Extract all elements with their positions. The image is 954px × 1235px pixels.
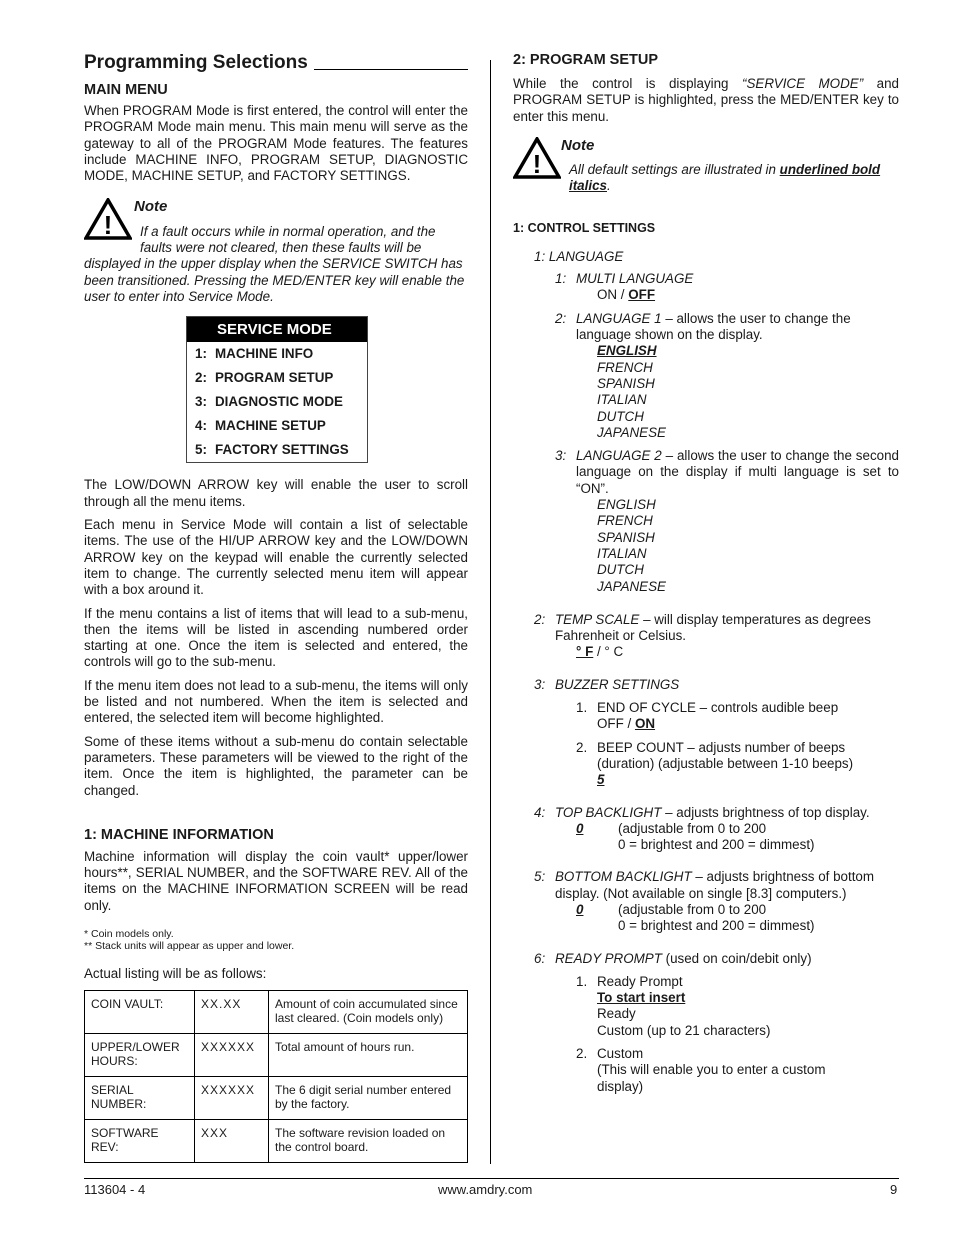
menu-item-factory-settings[interactable]: 5: FACTORY SETTINGS: [195, 442, 349, 458]
bottom-backlight-item: 5: BOTTOM BACKLIGHT – adjusts brightness of bottom display. (Not available on single [8.3] computers.) 0 (adjustable from 0 to 200 0 = brightest and 200 = dimmest): [534, 869, 875, 934]
right-column: [513, 52, 899, 1095]
note-line-1: If a fault occurs while in normal operation, and the: [140, 224, 436, 240]
table-cell: XX.XX: [195, 991, 269, 1034]
language-2-item: 3: LANGUAGE 2 – allows the user to change the second language on the display if multi language is set to “ON”. ENGLISH FRENCH SPANISH ITALIAN DUTCH JAPANESE: [555, 448, 899, 594]
temp-scale-item: 2: TEMP SCALE – will display temperatures as degrees Fahrenheit or Celsius. ° F / ° C: [534, 611, 871, 660]
doc-number: 113604 - 4: [84, 1182, 146, 1197]
end-of-cycle-item: 1. END OF CYCLE – controls audible beep OFF / ON: [576, 700, 839, 732]
website-link[interactable]: www.amdry.com: [438, 1182, 533, 1197]
table-cell: The 6 digit serial number entered by the factory.: [269, 1077, 468, 1120]
defaults-note: [513, 137, 899, 195]
menu-item-machine-setup[interactable]: 4: MACHINE SETUP: [195, 418, 326, 434]
note-title: Note: [134, 198, 168, 216]
main-menu-heading: MAIN MENU: [84, 82, 168, 98]
svg-text:!: !: [532, 148, 542, 179]
page-number: 9: [890, 1182, 898, 1197]
language-option: DUTCH: [597, 408, 644, 424]
language-option: ITALIAN: [597, 545, 647, 561]
listing-intro: Actual listing will be as follows:: [84, 966, 267, 982]
table-cell: XXXXXX: [195, 1034, 269, 1077]
table-cell: COIN VAULT:: [85, 991, 195, 1034]
warning-icon: [513, 137, 561, 179]
menu-item-diagnostic-mode[interactable]: 3: DIAGNOSTIC MODE: [195, 394, 343, 410]
machine-info-heading: 1: MACHINE INFORMATION: [84, 826, 274, 843]
language-option: ENGLISH: [597, 497, 656, 513]
language-option: JAPANESE: [597, 424, 666, 440]
footnote-1: * Coin models only.: [84, 928, 174, 941]
note-line-3: displayed in the upper display when the SERVICE SWITCH has been transitioned. Pressing the MED/ENTER key will enable the user to enter into Service Mode.: [84, 256, 465, 305]
language-option: FRENCH: [597, 359, 653, 375]
note-line-2: faults were not cleared, then these faults will be: [140, 240, 422, 256]
top-backlight-item: 4: TOP BACKLIGHT – adjusts brightness of top display. 0 (adjustable from 0 to 200 0 = brightest and 200 = dimmest): [534, 804, 870, 853]
main-menu-intro: When PROGRAM Mode is first entered, the control will enter the PROGRAM Mode main menu. This main menu will serve as the gateway to all of the PROGRAM Mode features. The features include MACHINE INFO, PROGRAM SETUP, DIAGNOSTIC MODE, MACHINE SETUP, and FACTORY SETTINGS.: [84, 103, 468, 184]
multi-language-item: 1: MULTI LANGUAGE ON / OFF: [555, 271, 694, 303]
column-divider: [490, 60, 491, 1164]
paragraph: If the menu item does not lead to a sub-menu, the items will only be listed and not numbered. When the item is selected and entered, the selected item will become highlighted.: [84, 677, 468, 726]
warning-icon: [84, 198, 132, 240]
table-row: [85, 1034, 468, 1077]
program-setup-intro: While the control is displaying “SERVICE MODE” and PROGRAM SETUP is highlighted, press the MED/ENTER key to enter this menu.: [513, 76, 899, 124]
ready-prompt-sub-item: 1. Ready Prompt To start insert Ready Custom (up to 21 characters): [576, 973, 771, 1038]
buzzer-settings-item: 3: BUZZER SETTINGS: [534, 676, 680, 692]
table-cell: XXXXXX: [195, 1077, 269, 1120]
table-cell: SERIAL NUMBER:: [85, 1077, 195, 1120]
language-option: ITALIAN: [597, 392, 647, 408]
beep-count-item: 2. BEEP COUNT – adjusts number of beeps (duration) (adjustable between 1-10 beeps) 5: [576, 739, 854, 788]
table-cell: UPPER/LOWER HOURS:: [85, 1034, 195, 1077]
title-rule: [314, 69, 468, 70]
left-column: [84, 52, 468, 1163]
language-1-item: 2: LANGUAGE 1 – allows the user to change the language shown on the display. ENGLISH FRENCH SPANISH ITALIAN DUTCH JAPANESE: [555, 311, 899, 441]
table-cell: The software revision loaded on the control board.: [269, 1120, 468, 1163]
language-option-default: ENGLISH: [597, 343, 657, 359]
control-settings-heading: 1: CONTROL SETTINGS: [513, 220, 656, 235]
table-row: [85, 991, 468, 1034]
note-block: [84, 198, 468, 306]
footer-rule: [84, 1178, 899, 1179]
svg-text:!: !: [103, 210, 113, 241]
menu-item-program-setup[interactable]: 2: PROGRAM SETUP: [195, 370, 334, 386]
service-mode-menu: [186, 316, 368, 463]
machine-info-text: Machine information will display the coin vault* upper/lower hours**, SERIAL NUMBER, and the SOFTWARE REV. All of the items on the MACHINE INFORMATION SCREEN will be read only.: [84, 848, 468, 913]
language-option: DUTCH: [597, 562, 644, 578]
service-mode-heading: SERVICE MODE: [187, 317, 367, 342]
table-cell: XXX: [195, 1120, 269, 1163]
note-title: Note: [561, 136, 595, 154]
machine-info-table: [84, 990, 468, 1163]
language-item: 1: LANGUAGE: [534, 248, 624, 264]
table-row: [85, 1120, 468, 1163]
paragraph: The LOW/DOWN ARROW key will enable the user to scroll through all the menu items.: [84, 477, 468, 509]
table-row: [85, 1077, 468, 1120]
ready-prompt-item: 6: READY PROMPT (used on coin/debit only): [534, 950, 812, 966]
custom-sub-item: 2. Custom (This will enable you to enter a custom display): [576, 1046, 826, 1094]
table-cell: Total amount of hours run.: [269, 1034, 468, 1077]
program-setup-heading: 2: PROGRAM SETUP: [513, 52, 659, 68]
section-title: Programming Selections: [84, 52, 468, 74]
paragraph: Some of these items without a sub-menu do contain selectable parameters. These parameters will be viewed to the right of the item. Once the item is highlighted, the parameter can be changed.: [84, 733, 468, 798]
language-option: SPANISH: [597, 375, 655, 391]
paragraph: Each menu in Service Mode will contain a list of selectable items. The use of the HI/UP ARROW key and the LOW/DOWN ARROW key on the keypad will enable the currently selected item to change. The currently selected menu item will appear with a box around it.: [84, 517, 468, 598]
menu-item-machine-info[interactable]: 1: MACHINE INFO: [195, 346, 314, 362]
table-cell: SOFTWARE REV:: [85, 1120, 195, 1163]
language-option: JAPANESE: [597, 578, 666, 594]
note-text: All default settings are illustrated in underlined bold italics.: [569, 161, 881, 194]
paragraph: If the menu contains a list of items that will lead to a sub-menu, then the items will be listed in ascending numbered order starting at one. Once the item is selected and entered, the controls will go to the sub-menu.: [84, 605, 468, 670]
footnote-2: ** Stack units will appear as upper and lower.: [84, 940, 295, 953]
table-cell: Amount of coin accumulated since last cleared. (Coin models only): [269, 991, 468, 1034]
language-option: SPANISH: [597, 529, 655, 545]
language-option: FRENCH: [597, 513, 653, 529]
